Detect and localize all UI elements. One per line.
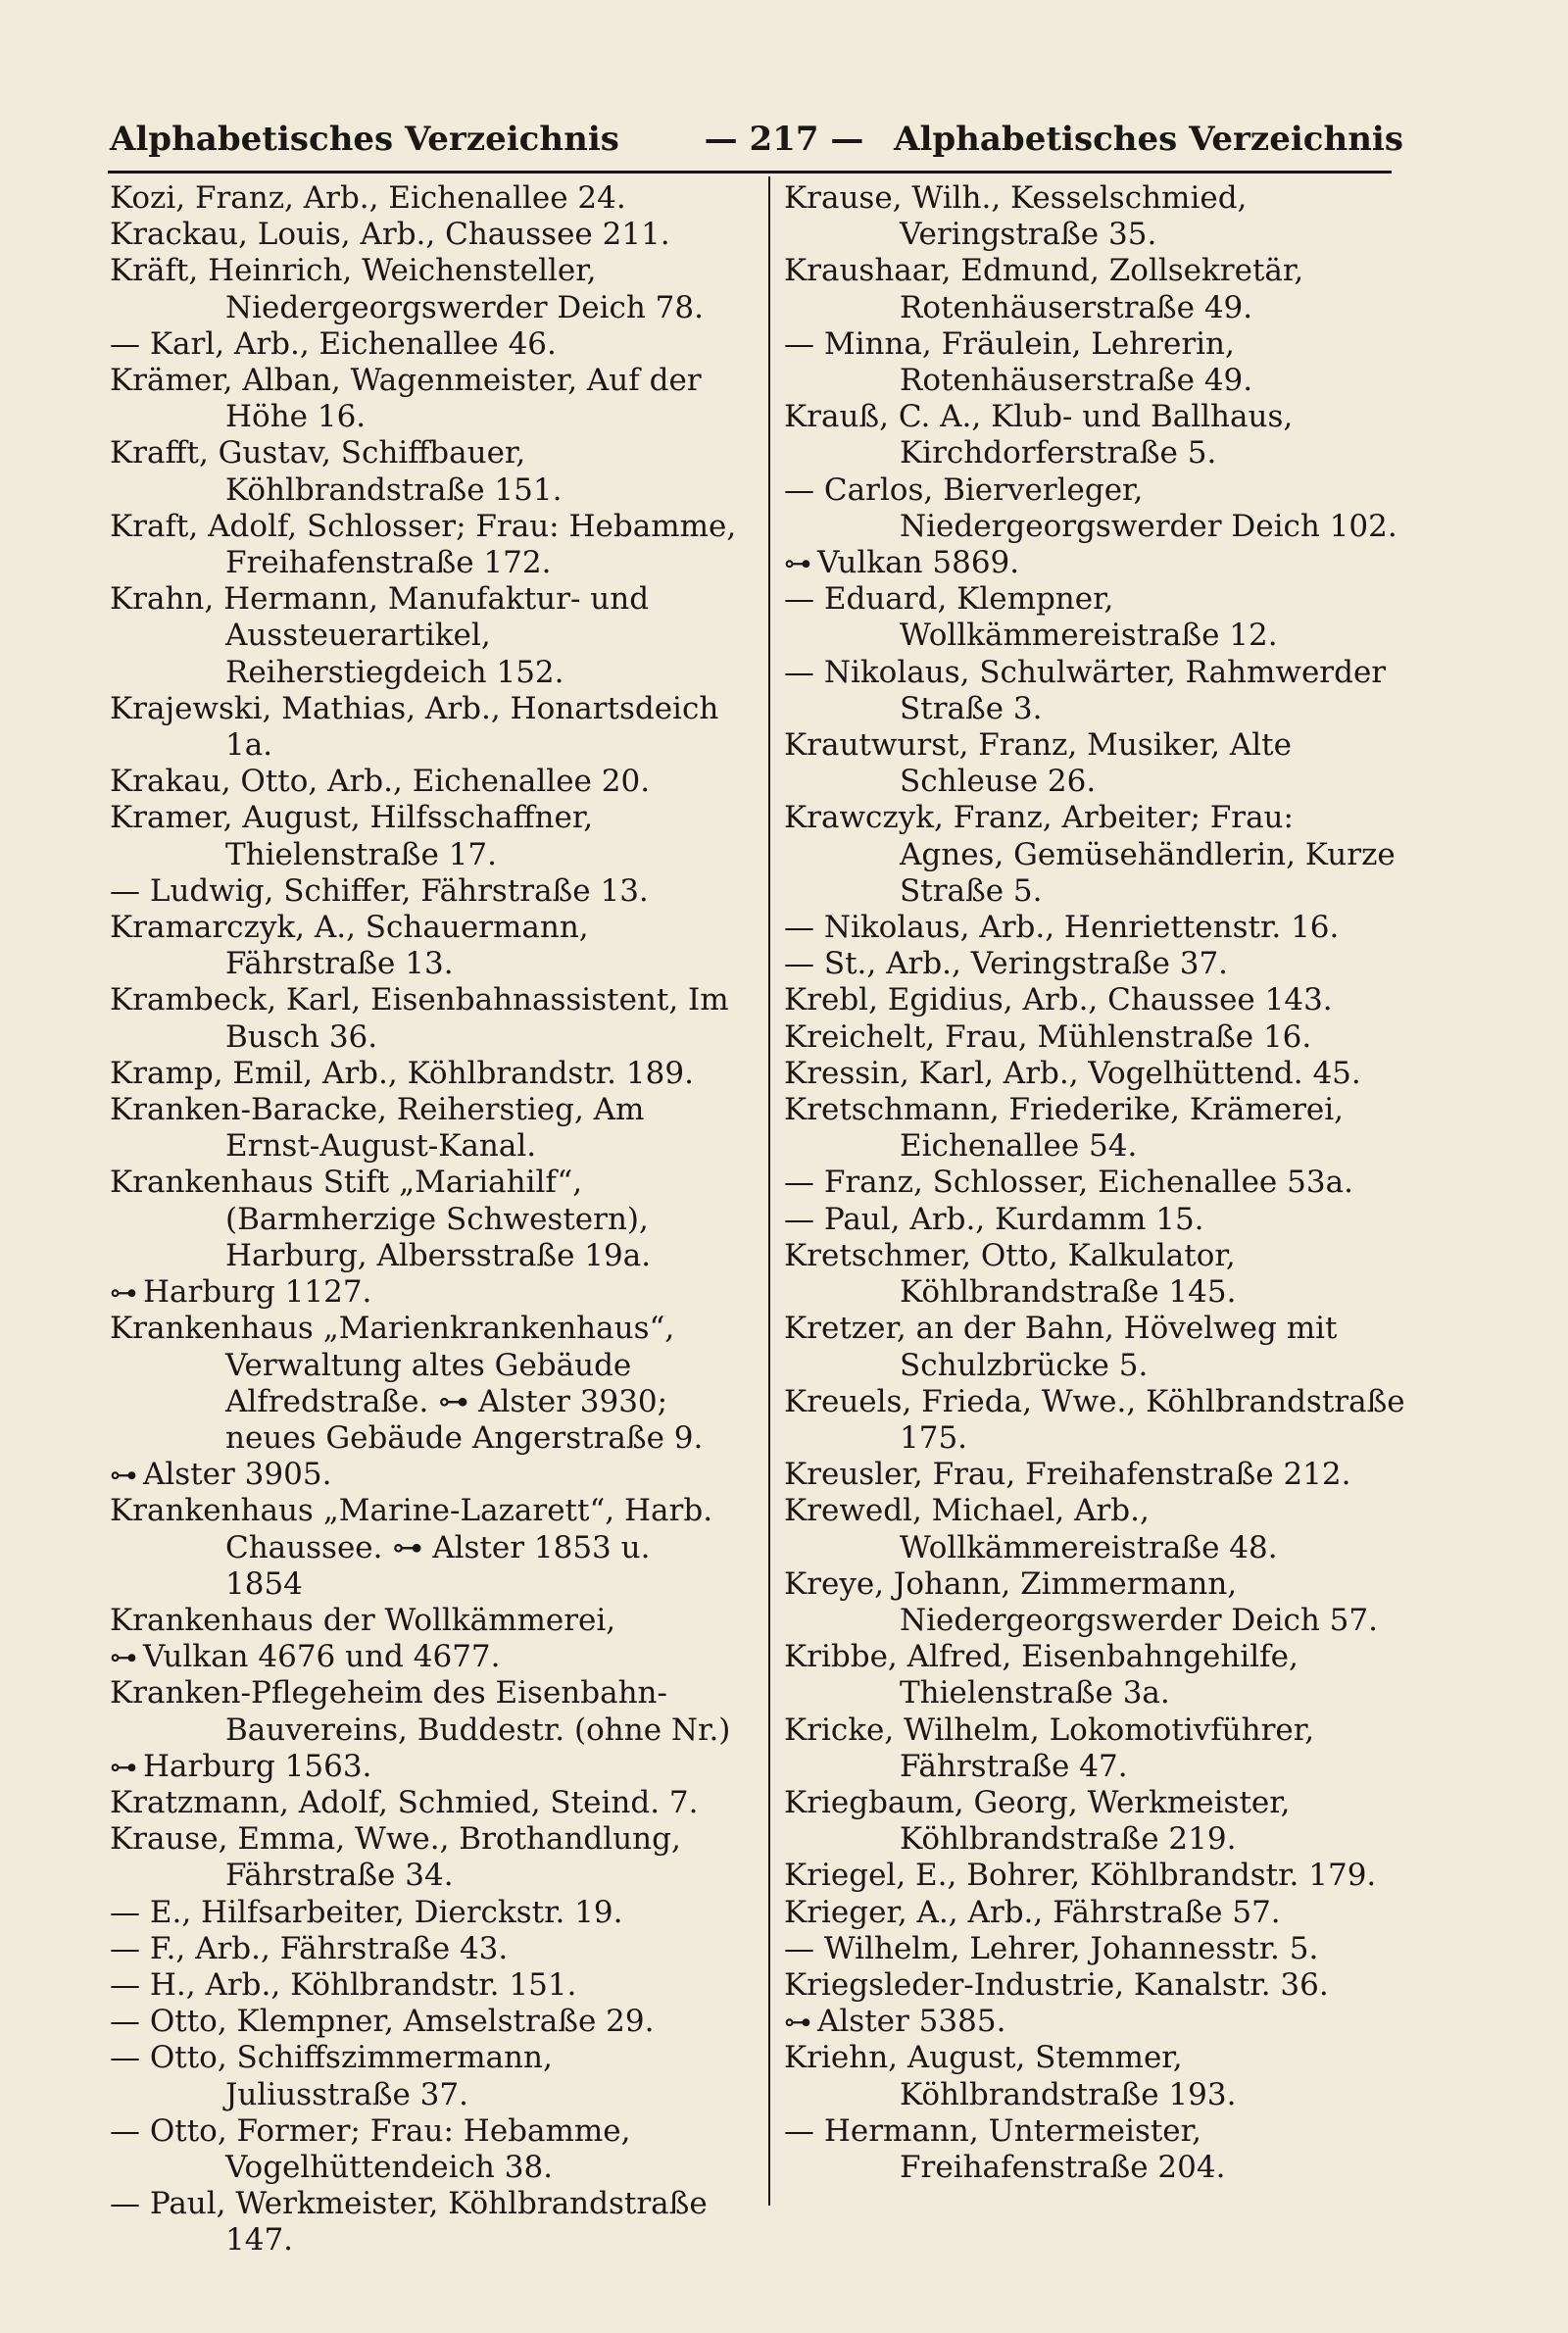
page-number: — 217 — [704, 120, 864, 159]
directory-entry: — Ludwig, Schiffer, Fährstraße 13. [110, 872, 649, 909]
phone-number: Alster 3905. [143, 1457, 332, 1493]
directory-entry: Krämer, Alban, Wagenmeister, Auf der Höhe 16. [110, 363, 702, 435]
phone-number: Vulkan 4676 und 4677. [143, 1639, 501, 1675]
directory-entry: — F., Arb., Fährstraße 43. [110, 1930, 509, 1966]
telephone-icon: ⊶ [784, 547, 811, 580]
directory-entry: Kratzmann, Adolf, Schmied, Steind. 7. [110, 1784, 699, 1820]
running-header-right: Alphabetisches Verzeichnis [894, 120, 1403, 159]
directory-entry: Kretschmann, Friederike, Krämerei, Eichenallee 54. [784, 1092, 1345, 1165]
directory-entry-phone [110, 1274, 737, 1311]
directory-entry: Krafft, Gustav, Schiffbauer, Köhlbrandstraße 151. [110, 435, 563, 508]
directory-entry: Krankenhaus der Wollkämmerei, [110, 1602, 616, 1638]
directory-entry: — Franz, Schlosser, Eichenallee 53a. [784, 1165, 1353, 1201]
directory-entry: Krahn, Hermann, Manufaktur- und Aussteuerartikel, Reiherstiegdeich 152. [110, 581, 650, 690]
directory-entry: — Eduard, Klempner, Wollkämmereistraße 12. [784, 581, 1278, 654]
directory-entry: — Minna, Fräulein, Lehrerin, Rotenhäuserstraße 49. [784, 325, 1253, 399]
directory-entry-phone [784, 545, 1406, 581]
directory-entry: — Hermann, Untermeister, Freihafenstraße 204. [784, 2112, 1226, 2185]
directory-entry: Krewedl, Michael, Arb., Wollkämmereistraße 48. [784, 1493, 1278, 1565]
column-divider [768, 176, 770, 2206]
phone-number: Harburg 1127. [143, 1274, 372, 1311]
right-column [784, 180, 1406, 2186]
phone-number: Alster 5385. [817, 2004, 1006, 2040]
left-column [110, 180, 737, 2259]
directory-entry: Kranken-Pflegeheim des Eisenbahn-Bauvereins, Buddestr. (ohne Nr.) [110, 1675, 731, 1748]
directory-entry: Krieger, A., Arb., Fährstraße 57. [784, 1894, 1281, 1930]
directory-entry: Kressin, Karl, Arb., Vogelhüttend. 45. [784, 1055, 1361, 1091]
directory-entry: Kretzer, an der Bahn, Hövelweg mit Schulzbrücke 5. [784, 1311, 1338, 1383]
directory-entry: — E., Hilfsarbeiter, Dierckstr. 19. [110, 1894, 623, 1930]
telephone-icon: ⊶ [784, 2006, 811, 2039]
directory-entry: Kranken-Baracke, Reiherstieg, Am Ernst-August-Kanal. [110, 1092, 645, 1165]
telephone-icon: ⊶ [110, 1641, 137, 1674]
telephone-icon: ⊶ [110, 1750, 137, 1783]
directory-entry: Krankenhaus „Marienkrankenhaus“, Verwaltung altes Gebäude Alfredstraße. ⊶ Alster 3930; neues Gebäude Angerstraße 9. [110, 1311, 704, 1456]
directory-entry: — St., Arb., Veringstraße 37. [784, 946, 1229, 982]
directory-entry-phone [110, 1457, 737, 1493]
directory-entry: Krause, Emma, Wwe., Brothandlung, Fährstraße 34. [110, 1821, 681, 1894]
directory-entry: — Karl, Arb., Eichenallee 46. [110, 325, 557, 362]
directory-entry: Krambeck, Karl, Eisenbahnassistent, Im Busch 36. [110, 982, 729, 1055]
directory-entry-phone [784, 2004, 1406, 2040]
directory-entry: — Paul, Werkmeister, Köhlbrandstraße 147. [110, 2186, 708, 2259]
directory-entry: Kreuels, Frieda, Wwe., Köhlbrandstraße 175. [784, 1383, 1405, 1456]
directory-entry: Kreusler, Frau, Freihafenstraße 212. [784, 1457, 1351, 1493]
header-rule [108, 171, 1392, 174]
directory-entry: Kramp, Emil, Arb., Köhlbrandstr. 189. [110, 1055, 694, 1091]
directory-entry: — H., Arb., Köhlbrandstr. 151. [110, 1966, 577, 2003]
directory-entry: Krackau, Louis, Arb., Chaussee 211. [110, 217, 670, 253]
directory-entry-phone [110, 1749, 737, 1785]
directory-entry: — Otto, Schiffszimmermann, Juliusstraße 37. [110, 2040, 553, 2112]
directory-entry-phone [110, 1639, 737, 1675]
directory-entry: Krause, Wilh., Kesselschmied, Veringstraße 35. [784, 180, 1248, 253]
directory-entry: Kretschmer, Otto, Kalkulator, Köhlbrandstraße 145. [784, 1237, 1237, 1311]
directory-entry: Kriehn, August, Stemmer, Köhlbrandstraße 193. [784, 2040, 1237, 2112]
telephone-icon: ⊶ [110, 1459, 137, 1492]
directory-entry: Kraushaar, Edmund, Zollsekretär, Rotenhäuserstraße 49. [784, 253, 1304, 325]
directory-entry: Kriegsleder-Industrie, Kanalstr. 36. [784, 1966, 1329, 2003]
directory-entry: Krawczyk, Franz, Arbeiter; Frau: Agnes, Gemüsehändlerin, Kurze Straße 5. [784, 800, 1396, 909]
directory-entry: Kriegel, E., Bohrer, Köhlbrandstr. 179. [784, 1858, 1377, 1894]
directory-entry: — Carlos, Bierverleger, Niedergeorgswerder Deich 102. [784, 472, 1397, 544]
directory-entry: Kozi, Franz, Arb., Eichenallee 24. [110, 180, 626, 216]
directory-entry: Kriegbaum, Georg, Werkmeister, Köhlbrandstraße 219. [784, 1784, 1291, 1858]
directory-entry: Kraft, Adolf, Schlosser; Frau: Hebamme, Freihafenstraße 172. [110, 508, 737, 581]
directory-entry: — Otto, Klempner, Amselstraße 29. [110, 2004, 655, 2040]
directory-entry: Krebl, Egidius, Arb., Chaussee 143. [784, 982, 1333, 1018]
directory-entry: Kribbe, Alfred, Eisenbahngehilfe, Thielenstraße 3a. [784, 1639, 1298, 1712]
directory-entry: — Paul, Arb., Kurdamm 15. [784, 1201, 1204, 1237]
directory-entry: Krajewski, Mathias, Arb., Honartsdeich 1a. [110, 690, 719, 764]
directory-entry: — Otto, Former; Frau: Hebamme, Vogelhüttendeich 38. [110, 2112, 631, 2185]
phone-number: Vulkan 5869. [817, 545, 1020, 581]
directory-entry: Kricke, Wilhelm, Lokomotivführer, Fährstraße 47. [784, 1712, 1315, 1784]
directory-entry: Kräft, Heinrich, Weichensteller, Niedergeorgswerder Deich 78. [110, 253, 704, 325]
directory-entry: — Nikolaus, Schulwärter, Rahmwerder Straße 3. [784, 654, 1387, 726]
telephone-icon: ⊶ [110, 1276, 137, 1310]
running-header-left: Alphabetisches Verzeichnis [110, 120, 619, 159]
directory-entry: Krankenhaus Stift „Mariahilf“, (Barmherzige Schwestern), Harburg, Albersstraße 19a. [110, 1165, 652, 1273]
phone-number: Harburg 1563. [143, 1748, 372, 1784]
directory-entry: Kramarczyk, A., Schauermann, Fährstraße 13. [110, 910, 589, 982]
directory-entry: Krankenhaus „Marine-Lazarett“, Harb. Chaussee. ⊶ Alster 1853 u. 1854 [110, 1493, 713, 1602]
directory-entry: Kreye, Johann, Zimmermann, Niedergeorgswerder Deich 57. [784, 1565, 1378, 1638]
directory-entry: — Wilhelm, Lehrer, Johannesstr. 5. [784, 1930, 1319, 1966]
directory-entry: — Nikolaus, Arb., Henriettenstr. 16. [784, 910, 1340, 946]
directory-entry: Krakau, Otto, Arb., Eichenallee 20. [110, 764, 651, 800]
directory-entry: Kreichelt, Frau, Mühlenstraße 16. [784, 1018, 1312, 1055]
directory-entry: Krauß, C. A., Klub- und Ballhaus, Kirchdorferstraße 5. [784, 399, 1294, 472]
directory-entry: Krautwurst, Franz, Musiker, Alte Schleuse 26. [784, 727, 1292, 800]
directory-entry: Kramer, August, Hilfsschaffner, Thielenstraße 17. [110, 800, 594, 872]
